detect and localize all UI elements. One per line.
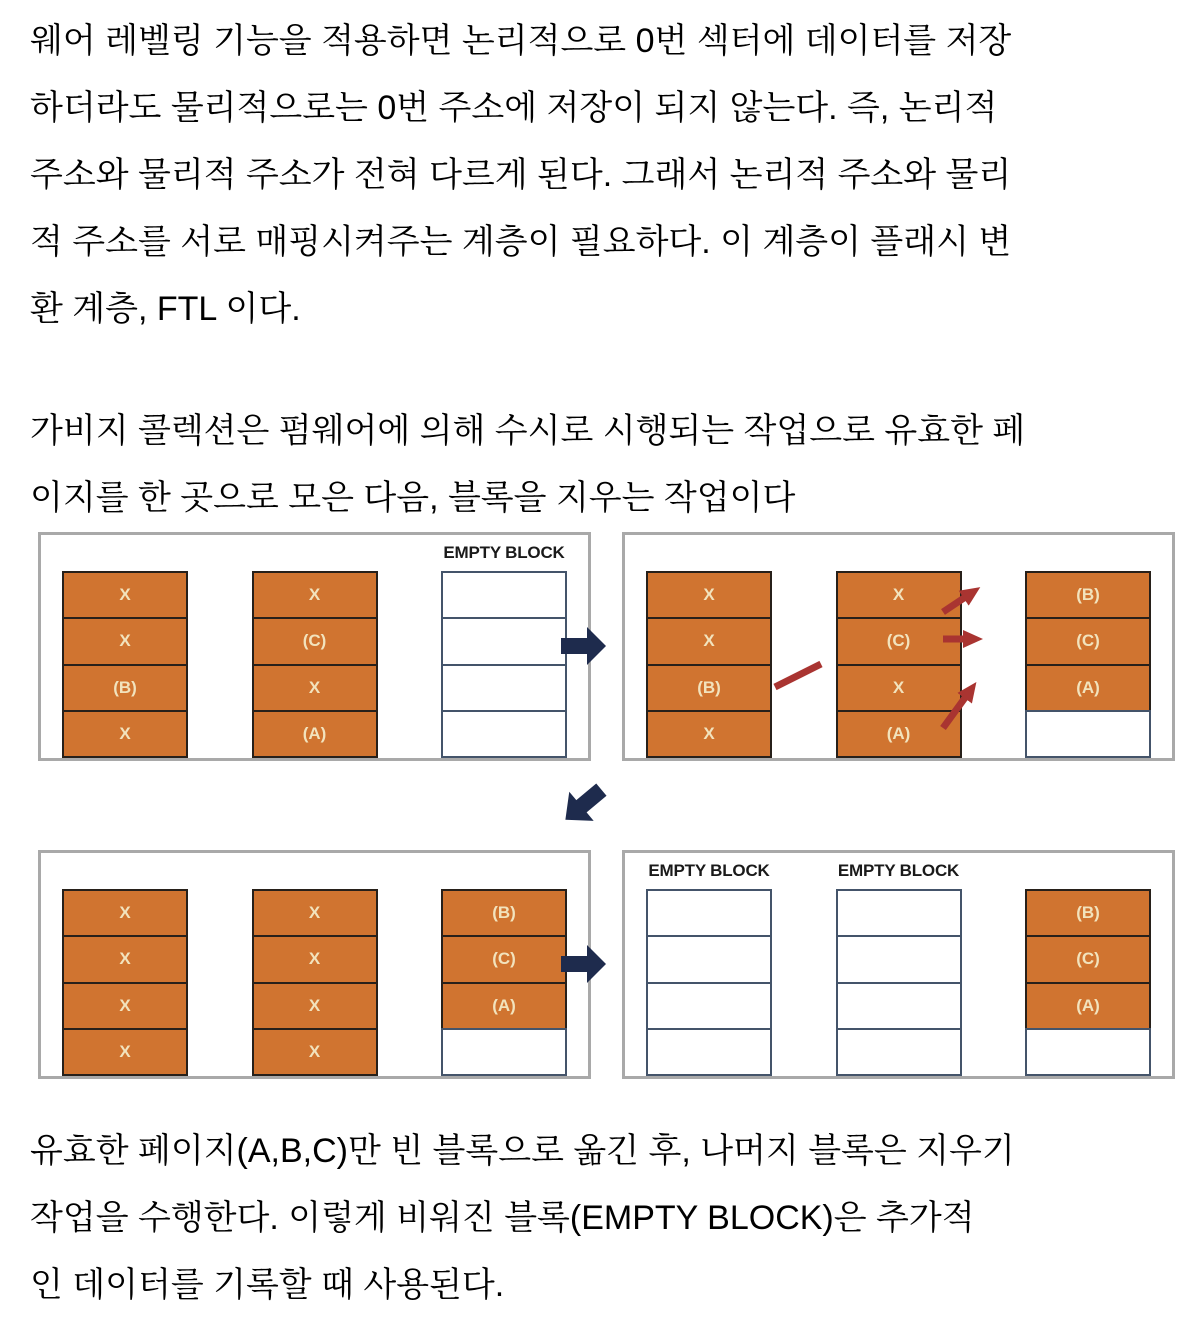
empty-cell [646,982,772,1030]
page-cell-A: (A) [1025,664,1151,712]
empty-cell [441,617,567,665]
page-cell-C: (C) [1025,935,1151,983]
block-cell-stack [646,889,772,1076]
page-cell-X: X [646,617,772,665]
block-cell-stack [62,889,188,1076]
text-line: 환 계층, FTL 이다. [30,290,301,328]
page-cell-X: X [252,982,378,1030]
gc-panel-step3 [38,850,591,1079]
empty-block-label: EMPTY BLOCK [443,543,565,562]
text-line: 유효한 페이지(A,B,C)만 빈 블록으로 옮긴 후, 나머지 블록은 지우기 [30,1132,1015,1170]
col-label-spacer [62,535,188,571]
empty-cell [836,982,962,1030]
page-cell-X: X [646,571,772,619]
col-label-spacer [441,853,567,889]
text-line: 이지를 한 곳으로 모은 다음, 블록을 지우는 작업이다 [30,479,796,517]
block-cell-stack [1025,889,1151,1076]
empty-block-label: EMPTY BLOCK [648,861,770,880]
block-cell-stack [441,571,567,758]
block-cell-stack [836,571,962,758]
page-cell-A: (A) [1025,982,1151,1030]
col-label-spacer [62,853,188,889]
block-column [441,853,567,1076]
page-cell-X: X [252,571,378,619]
paragraph-ftl [30,8,1149,343]
page-cell-C: (C) [252,617,378,665]
page-cell-X: X [62,617,188,665]
page-cell-C: (C) [1025,617,1151,665]
page-cell-B: (B) [646,664,772,712]
page-cell-X: X [62,1028,188,1076]
empty-cell [646,1028,772,1076]
right-arrow-icon [561,626,607,666]
block-column [62,853,188,1076]
paragraph-garbage-collection [30,398,1149,532]
page-cell-C: (C) [836,617,962,665]
empty-cell [646,889,772,937]
page-cell-A: (A) [441,982,567,1030]
block-column [836,853,962,1076]
garbage-collection-diagram [30,532,1149,1080]
gc-panel-step4 [622,850,1175,1079]
col-label-spacer [646,535,772,571]
block-cell-stack [252,889,378,1076]
block-column [646,535,772,758]
block-column [836,535,962,758]
down-left-arrow-icon [556,778,610,832]
block-cell-stack [252,571,378,758]
empty-block-label: EMPTY BLOCK [837,861,960,880]
text-line: 주소와 물리적 주소가 전혀 다르게 된다. 그래서 논리적 주소와 물리 [30,156,1012,194]
right-arrow-icon [561,944,607,984]
empty-cell [1025,1028,1151,1076]
page-cell-X: X [252,889,378,937]
block-cell-stack [441,889,567,1076]
block-column [646,853,772,1076]
page-cell-X: X [62,935,188,983]
block-column [1025,535,1151,758]
col-label-spacer [836,535,962,571]
text-line: 가비지 콜렉션은 펌웨어에 의해 수시로 시행되는 작업으로 유효한 페 [30,412,1026,450]
gc-panel-step1 [38,532,591,761]
block-cell-stack [62,571,188,758]
page-cell-X: X [252,1028,378,1076]
paragraph-gc-explanation [30,1118,1149,1319]
page-cell-X: X [252,935,378,983]
text-line: 하더라도 물리적으로는 0번 주소에 저장이 되지 않는다. 즉, 논리적 [30,89,998,127]
page-cell-X: X [62,982,188,1030]
col-label-spacer [1025,853,1151,889]
page-cell-A: (A) [836,710,962,758]
text-line: 적 주소를 서로 매핑시켜주는 계층이 필요하다. 이 계층이 플래시 변 [30,223,1012,261]
block-column [62,535,188,758]
page-cell-X: X [62,889,188,937]
empty-cell [836,889,962,937]
block-column [252,535,378,758]
page-cell-X: X [62,710,188,758]
block-cell-stack [646,571,772,758]
page-cell-X: X [252,664,378,712]
block-column [441,535,567,758]
page-cell-X: X [62,571,188,619]
empty-cell [646,935,772,983]
page-cell-B: (B) [1025,889,1151,937]
empty-cell [441,664,567,712]
text-line: 인 데이터를 기록할 때 사용된다. [30,1266,505,1304]
page-cell-A: (A) [252,710,378,758]
page-cell-B: (B) [441,889,567,937]
move-line-B-source [775,664,821,687]
text-line: 웨어 레벨링 기능을 적용하면 논리적으로 0번 섹터에 데이터를 저장 [30,22,1012,60]
col-label-spacer [252,853,378,889]
empty-cell [441,1028,567,1076]
block-column [1025,853,1151,1076]
gc-panel-step2 [622,532,1175,761]
page-cell-B: (B) [62,664,188,712]
block-cell-stack [836,889,962,1076]
empty-cell [836,1028,962,1076]
page-cell-X: X [836,664,962,712]
page-cell-C: (C) [441,935,567,983]
text-line: 작업을 수행한다. 이렇게 비워진 블록(EMPTY BLOCK)은 추가적 [30,1199,975,1237]
col-label-spacer [1025,535,1151,571]
empty-cell [836,935,962,983]
col-label-spacer [252,535,378,571]
block-column [252,853,378,1076]
block-cell-stack [1025,571,1151,758]
empty-cell [1025,710,1151,758]
page-cell-X: X [836,571,962,619]
empty-cell [441,571,567,619]
page-cell-B: (B) [1025,571,1151,619]
page-cell-X: X [646,710,772,758]
empty-cell [441,710,567,758]
